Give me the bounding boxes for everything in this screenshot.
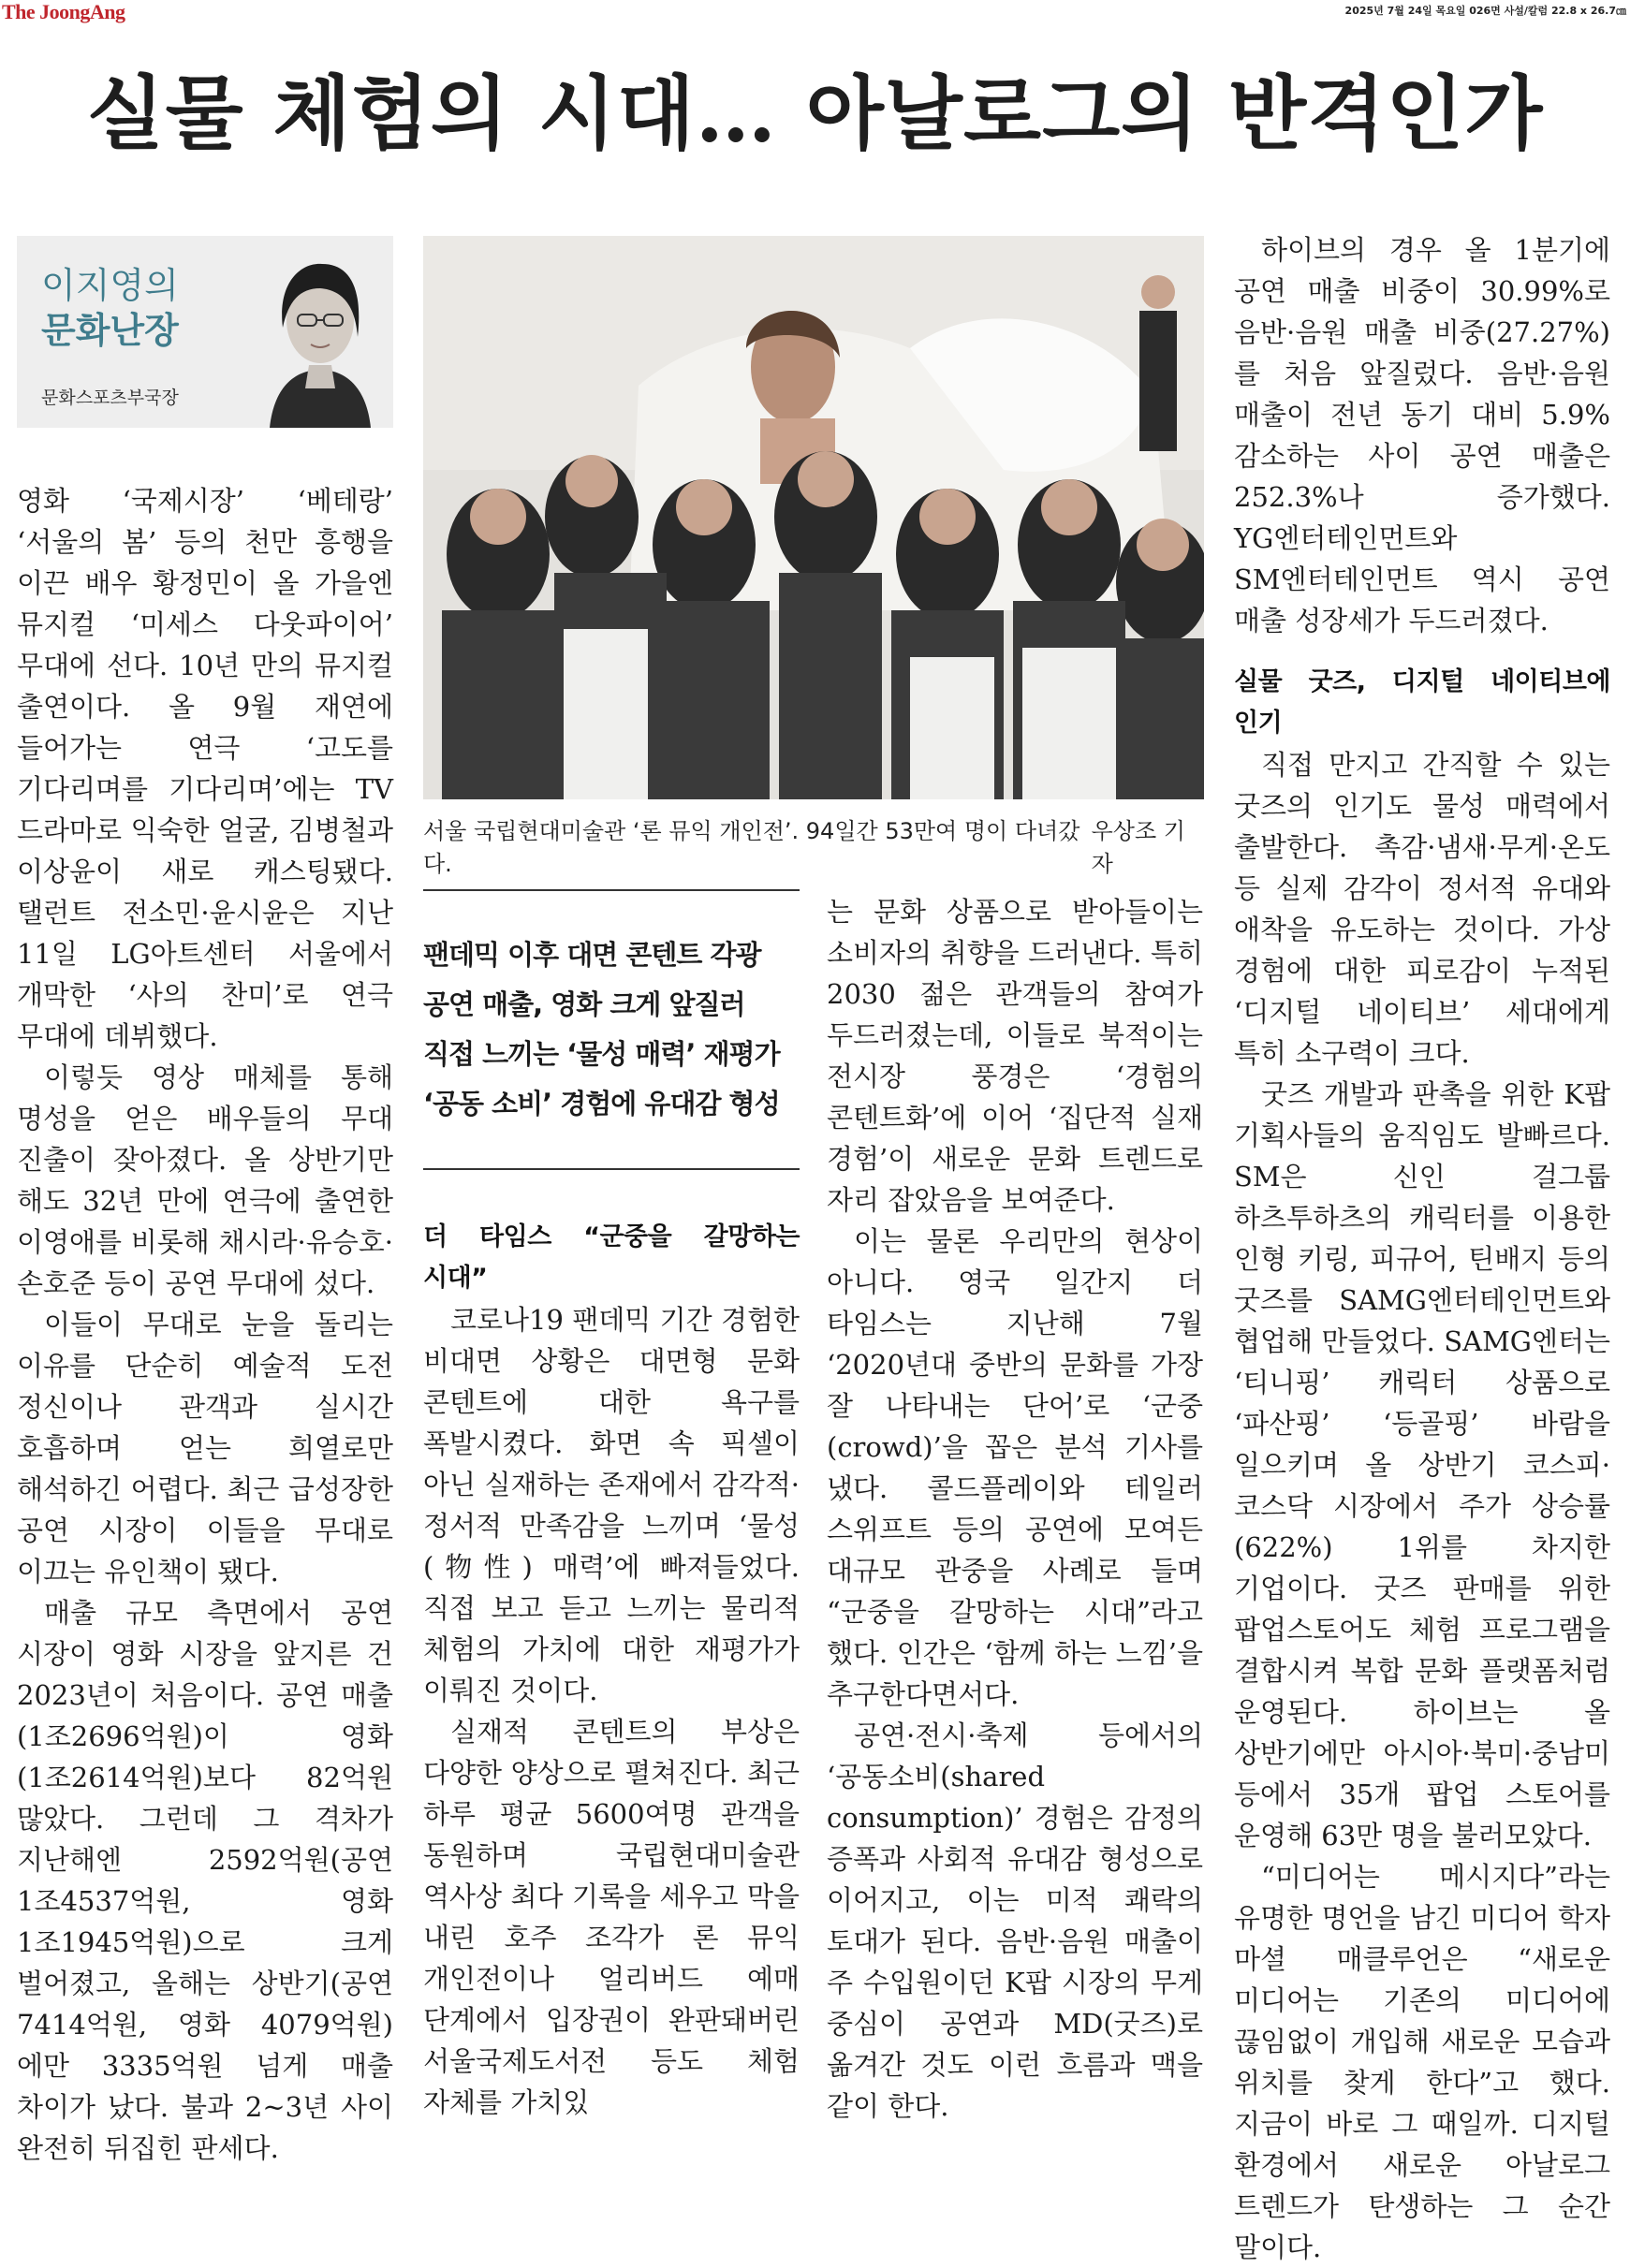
column-title: 문화난장 (41, 310, 179, 351)
caption-text: 서울 국립현대미술관 ‘론 뮤익 개인전’. 94일간 53만여 명이 다녀갔다. (423, 818, 1080, 877)
photo-caption (423, 812, 1204, 878)
subheading: 실물 굿즈, 디지털 네이티브에 인기 (1234, 667, 1610, 738)
article-paragraph: 코로나19 팬데믹 기간 경험한 비대면 상황은 대면형 문화 콘텐트에 대한 욕구를 폭발시켰다. 화면 속 픽셀이 아닌 실재하는 존재에서 감각적·정서적 만족감을 느끼며 ‘물성(物性) 매력’에 빠져들었다. 직접 보고 듣고 느끼는 물리적 체험의 가치에 대한 재평가가 이뤄진 것이다. (423, 1304, 800, 1706)
article-paragraph: 공연·전시·축제 등에서의 ‘공동소비(shared consumption)’ 경험은 감정의 증폭과 사회적 유대감 형성으로 이어지고, 이는 미적 쾌락의 토대가 된다. 음반·음원 매출이 주 수입원이던 K팝 시장의 무게 중심이 공연과 MD(굿즈)로 옮겨간 것도 이런 흐름과 맥을 같이 한다. (827, 1719, 1203, 2122)
summary-line: 팬데믹 이후 대면 콘텐트 각광 (423, 939, 761, 971)
summary-box (423, 889, 800, 1170)
columnist-box (17, 236, 393, 428)
photo-credit: 우상조 기자 (1091, 818, 1185, 877)
summary-line: 직접 느끼는 ‘물성 매력’ 재평가 (423, 1038, 780, 1070)
article-paragraph: 매출 규모 측면에서 공연 시장이 영화 시장을 앞지른 건 2023년이 처음이다. 공연 매출(1조2696억원)이 영화(1조2614억원)보다 82억원 많았다. 그런데 그 격차가 지난해엔 2592억원(공연 1조4537억원, 영화 1조1945억원)으로 크게 벌어졌고, 올해는 상반기(공연 7414억원, 영화 4079억원)에만 3335억원 넘게 매출 차이가 났다. 불과 2~3년 사이 완전히 뒤집힌 판세다. (17, 1597, 393, 2164)
article-paragraph: 영화 ‘국제시장’ ‘베테랑’ ‘서울의 봄’ 등의 천만 흥행을 이끈 배우 황정민이 올 가을엔 뮤지컬 ‘미세스 다웃파이어’ 무대에 선다. 10년 만의 뮤지컬 출연이다. 올 9월 재연에 들어가는 연극 ‘고도를 기다리며를 기다리며’에는 TV 드라마로 익숙한 얼굴, 김병철과 이상윤이 새로 캐스팅됐다. 탤런트 전소민·윤시윤은 지난 11일 LG아트센터 서울에서 개막한 ‘사의 찬미’로 연극 무대에 데뷔했다. (17, 485, 393, 1052)
edition-info: 2025년 7월 24일 목요일 026면 사설/칼럼 22.8 x 26.7㎝ (1344, 5, 1626, 17)
article-paragraph: “미디어는 메시지다”라는 유명한 명언을 남긴 미디어 학자 마셜 매클루언은 “새로운 미디어는 기존의 미디어에 끊임없이 개입해 새로운 모습과 위치를 찾게 한다”고 했다. 지금이 바로 그 때일까. 디지털 환경에서 새로운 아날로그 트렌드가 탄생하는 그 순간 말이다. (1234, 1861, 1610, 2263)
article-paragraph: 이는 물론 우리만의 현상이 아니다. 영국 일간지 더 타임스는 지난해 7월 ‘2020년대 중반의 문화를 가장 잘 나타내는 단어’로 ‘군중(crowd)’을 꼽은 분석 기사를 냈다. 콜드플레이와 테일러 스위프트 등의 공연에 모여든 대규모 관중을 사례로 들며 “군중을 갈망하는 시대”라고 했다. 인간은 ‘함께 하는 느낌’을 추구한다면서다. (827, 1225, 1203, 1710)
article-paragraph: 직접 만지고 간직할 수 있는 굿즈의 인기도 물성 매력에서 출발한다. 촉감·냄새·무게·온도 등 실제 감각이 정서적 유대와 애착을 유도하는 것이다. 가상 경험에 대한 피로감이 누적된 ‘디지털 네이티브’ 세대에게 특히 소구력이 크다. (1234, 749, 1610, 1069)
article-paragraph: 이렇듯 영상 매체를 통해 명성을 얻은 배우들의 무대 진출이 잦아졌다. 올 상반기만 해도 32년 만에 연극에 출연한 이영애를 비롯해 채시라·유승호·손호준 등이 공연 무대에 섰다. (17, 1061, 393, 1299)
article-column-left (17, 480, 393, 2169)
article-paragraph: 실재적 콘텐트의 부상은 다양한 양상으로 펼쳐진다. 최근 하루 평균 5600여명 관객을 동원하며 국립현대미술관 역사상 최다 기록을 세우고 막을 내린 호주 조각가 론 뮤익 개인전이나 얼리버드 예매 단계에서 입장권이 완판돼버린 서울국제도서전 등도 체험 자체를 가치있 (423, 1716, 800, 2118)
article-column-mid2 (827, 891, 1203, 2127)
article-column-mid1 (423, 1217, 800, 2123)
exhibition-photo-graphic (423, 236, 1204, 799)
subheading: 더 타임스 “군중을 갈망하는 시대” (423, 1222, 800, 1293)
summary-line: ‘공동 소비’ 경험에 유대감 형성 (423, 1088, 780, 1119)
newspaper-logo: The JoongAng (2, 0, 125, 23)
exhibition-photo (423, 236, 1204, 799)
columnist-role: 문화스포츠부국장 (41, 388, 179, 408)
article-paragraph: 이들이 무대로 눈을 돌리는 이유를 단순히 예술적 도전 정신이나 관객과 실시간 호흡하며 얻는 희열로만 해석하긴 어렵다. 최근 급성장한 공연 시장이 이들을 무대로 이끄는 유인책이 됐다. (17, 1309, 393, 1588)
article-column-right (1234, 229, 1610, 2268)
summary-line: 공연 매출, 영화 크게 앞질러 (423, 988, 745, 1020)
article-paragraph: 는 문화 상품으로 받아들이는 소비자의 취향을 드러낸다. 특히 2030 젊은 관객들의 참여가 두드러졌는데, 이들로 북적이는 전시장 풍경은 ‘경험의 콘텐트화’에 이어 ‘집단적 실재 경험’이 새로운 문화 트렌드로 자리 잡았음을 보여준다. (827, 896, 1203, 1216)
columnist-portrait (251, 243, 389, 428)
columnist-name: 이지영의 (41, 265, 179, 306)
page-title: 실물 체험의 시대… 아날로그의 반격인가 (86, 66, 1544, 161)
article-paragraph: 굿즈 개발과 판촉을 위한 K팝 기획사들의 움직임도 발빠르다. SM은 신인 걸그룹 하츠투하츠의 캐릭터를 이용한 인형 키링, 피규어, 틴배지 등의 굿즈를 SAMG엔터테인먼트와 협업해 만들었다. SAMG엔터는 ‘티니핑’ 캐릭터 상품으로 ‘파산핑’ ‘등골핑’ 바람을 일으키며 올 상반기 코스피·코스닥 시장에서 주가 상승률(622%) 1위를 차지한 기업이다. 굿즈 판매를 위한 팝업스토어도 체험 프로그램을 결합시켜 복합 문화 플랫폼처럼 운영된다. 하이브는 올 상반기에만 아시아·북미·중남미 등에서 35개 팝업 스토어를 운영해 63만 명을 불러모았다. (1234, 1078, 1610, 1851)
article-paragraph: 하이브의 경우 올 1분기에 공연 매출 비중이 30.99%로 음반·음원 매출 비중(27.27%)를 처음 앞질렀다. 음반·음원 매출이 전년 동기 대비 5.9% 감소하는 사이 공연 매출은 252.3%나 증가했다. YG엔터테인먼트와 SM엔터테인먼트 역시 공연 매출 성장세가 두드러졌다. (1234, 234, 1610, 637)
